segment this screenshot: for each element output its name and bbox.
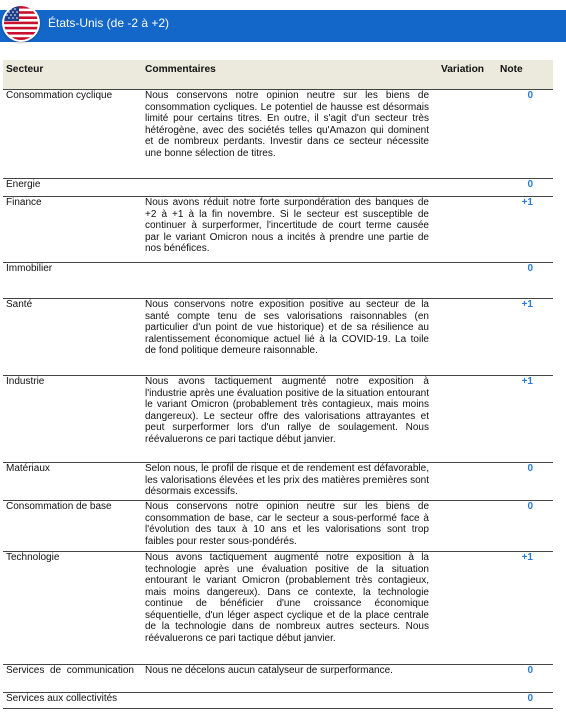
sector-note: +1 (521, 376, 533, 387)
sector-note: 0 (527, 179, 533, 190)
sector-note: 0 (527, 90, 533, 101)
table-row (3, 376, 553, 463)
sector-comment: Nous conservons notre exposition positive au secteur de la santé compte tenu de ses valorisations raisonnables (en particulier d'un point de vue historique) et de sa résilience au ralentissement économique actuel lié à la COVID-19. La toile de fond politique demeure raisonnable. (145, 299, 429, 356)
sector-note: 0 (527, 693, 533, 704)
sector-comment: Nous avons réduit notre forte surpondération des banques de +2 à +1 à la fin novembre. Si le secteur est susceptible de continuer à surperformer, l'incertitude de court terme causée par le variant Omicron nous a incités à prendre une partie de nos bénéfices. (145, 197, 429, 254)
sector-note: 0 (527, 263, 533, 274)
region-header (0, 4, 566, 44)
sector-name: Immobilier (6, 263, 53, 274)
us-flag-icon (2, 4, 40, 42)
sector-name: Technologie (6, 552, 60, 563)
table-row (3, 693, 553, 709)
sector-name: Matériaux (6, 463, 50, 474)
sector-name: Energie (6, 179, 41, 190)
table-row (3, 263, 553, 299)
sector-comment: Nous conservons notre opinion neutre sur les biens de consommation de base, car le secteur a sous-performé face à l'évolution des taux à 10 ans et les valorisations sont trop faibles pour rester sous-pondérés. (145, 501, 429, 547)
sector-column-header: Secteur (6, 64, 44, 75)
table-row (3, 197, 553, 263)
comments-column-header: Commentaires (145, 64, 216, 75)
sector-note: 0 (527, 501, 533, 512)
table-row (3, 90, 553, 179)
sector-comment: Nous ne décelons aucun catalyseur de surperformance. (145, 665, 393, 676)
sector-name: Consommation cyclique (6, 90, 113, 101)
table-row (3, 501, 553, 552)
table-row (3, 299, 553, 376)
sector-note: 0 (527, 665, 533, 676)
sector-comment: Selon nous, le profil de risque et de rendement est défavorable, les valorisations élevées et les prix des matières premières sont désormais excessifs. (145, 463, 429, 497)
sector-name: Santé (6, 299, 33, 310)
sector-name: Industrie (6, 376, 45, 387)
sector-comment: Nous conservons notre opinion neutre sur les biens de consommation cycliques. Le potentiel de hausse est désormais limité pour certains titres. En outre, il s'agit d'un secteur très hétérogène, avec des sociétés telles qu'Amazon qui dominent et de nombreux perdants. Investir dans ce secteur nécessite une bonne sélection de titres. (145, 90, 429, 159)
note-column-header: Note (500, 64, 523, 75)
sector-name: Services aux collectivités (6, 693, 118, 704)
table-header (3, 60, 553, 90)
region-title: États-Unis (de -2 à +2) (48, 16, 170, 30)
sector-name: Services de communication (6, 665, 134, 676)
table-row (3, 665, 553, 693)
sector-note: +1 (521, 552, 533, 563)
table-row (3, 179, 553, 197)
sector-name: Finance (6, 197, 42, 208)
sector-comment: Nous avons tactiquement augmenté notre exposition à l'industrie après une évaluation positive de la situation entourant le variant Omicron (probablement très contagieux, mais moins dangereux). Le secteur offre des valorisations attrayantes et peut surperformer lors d'un rallye de soulagement. Nous réévaluerons ce pari tactique début janvier. (145, 376, 429, 445)
sector-note: +1 (521, 197, 533, 208)
sector-note: +1 (521, 299, 533, 310)
table-row (3, 552, 553, 665)
table-row (3, 463, 553, 501)
sector-name: Consommation de base (6, 501, 112, 512)
sector-allocation-table (3, 60, 553, 709)
variation-column-header: Variation (441, 64, 485, 75)
sector-note: 0 (527, 463, 533, 474)
sector-comment: Nous avons tactiquement augmenté notre exposition à la technologie après une évaluation positive de la situation entourant le variant Omicron (probablement très contagieux, mais moins dangereux). Dans ce contexte, la technologie continue de bénéficier d'une croissance économique séquentielle, d'un léger aspect cyclique et de la place centrale de la technologie dans de nombreux autres secteurs. Nous réévaluerons ce pari tactique début janvier. (145, 552, 429, 644)
